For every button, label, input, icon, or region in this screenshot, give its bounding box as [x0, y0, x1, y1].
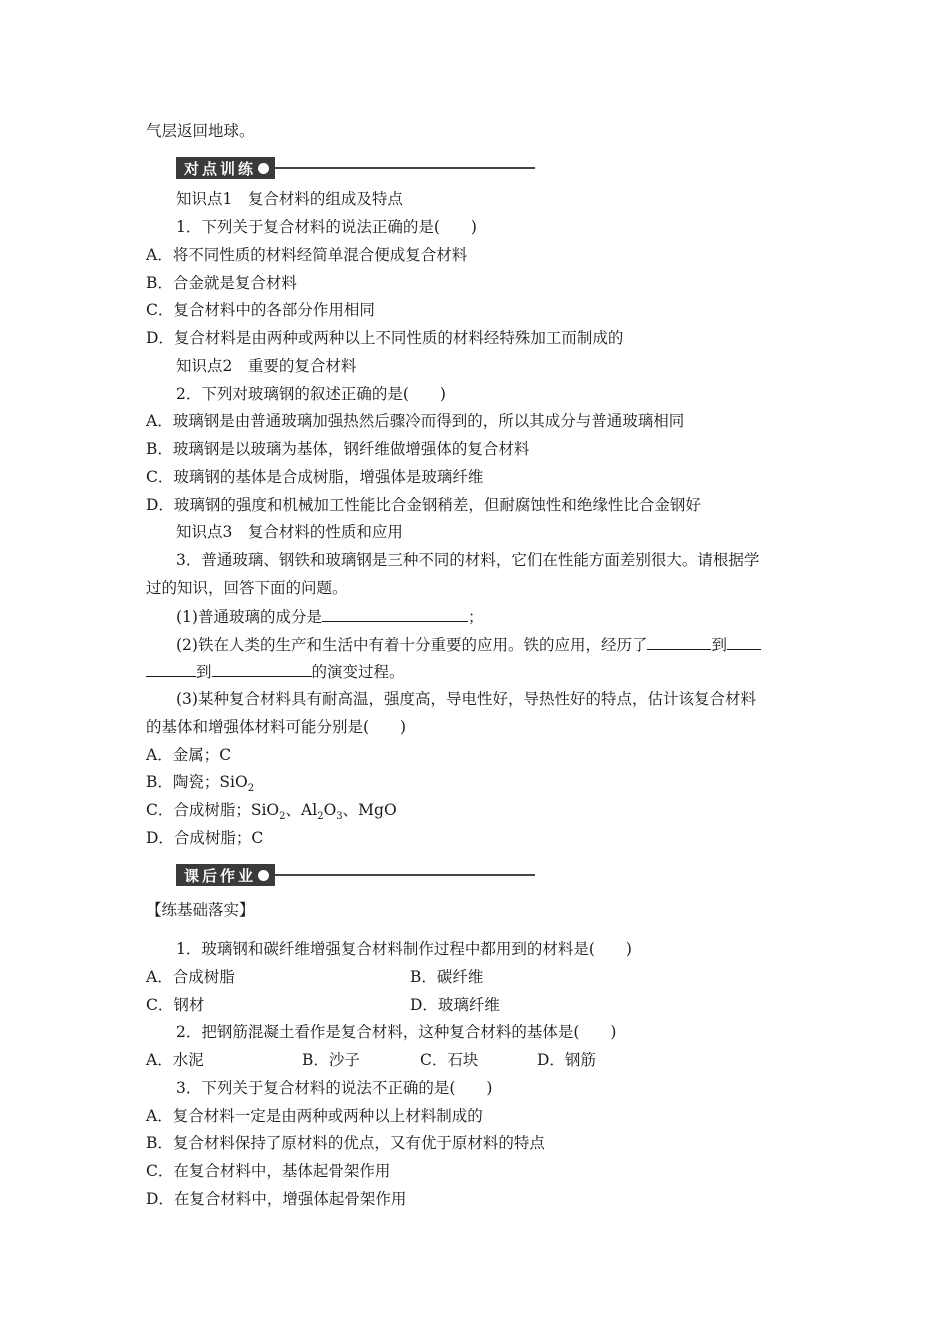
- homework-3-option-b: B．复合材料保持了原材料的优点，又有优于原材料的特点: [146, 1134, 545, 1152]
- question-1-option-a: A．将不同性质的材料经简单混合便成复合材料: [146, 246, 468, 264]
- practice-heading: 【练基础落实】: [146, 901, 255, 919]
- option-c-text: 、MgO: [342, 801, 397, 819]
- question-3-part-3-line1: (3)某种复合材料具有耐高温，强度高，导电性好，导热性好的特点，估计该复合材料: [176, 690, 756, 708]
- knowledge-point-2: 知识点2 重要的复合材料: [176, 357, 357, 375]
- part-2-to: 到: [196, 663, 212, 681]
- knowledge-point-1: 知识点1 复合材料的组成及特点: [176, 190, 403, 208]
- subscript: 2: [317, 811, 324, 823]
- part-2-end: 的演变过程。: [311, 663, 405, 681]
- intro-tail-text: 气层返回地球。: [146, 122, 255, 140]
- question-3-part-2-line2: [146, 661, 405, 682]
- section-title: 对点训练: [184, 159, 257, 178]
- section-banner-practice: [176, 157, 535, 179]
- question-3-option-a: A．金属；C: [146, 746, 232, 764]
- option-c-text: C．合成树脂；SiO: [146, 801, 280, 819]
- subscript: 2: [279, 811, 286, 823]
- section-title-box: [176, 864, 275, 886]
- question-3-option-d: D．合成树脂；C: [146, 829, 264, 847]
- homework-1-option-b: B．碳纤维: [410, 968, 484, 986]
- question-1-stem: 1．下列关于复合材料的说法正确的是( ): [176, 218, 477, 236]
- section-title-box: [176, 157, 275, 179]
- section-rule: [275, 874, 535, 876]
- option-b-text: B．陶瓷；SiO: [146, 773, 248, 791]
- homework-3-option-c: C．在复合材料中，基体起骨架作用: [146, 1162, 391, 1180]
- section-rule: [275, 167, 535, 169]
- question-3-stem-line1: 3．普通玻璃、钢铁和玻璃钢是三种不同的材料，它们在性能方面差别很大。请根据学: [176, 551, 760, 569]
- answer-blank[interactable]: [727, 634, 761, 650]
- question-2-option-c: C．玻璃钢的基体是合成树脂，增强体是玻璃纤维: [146, 468, 484, 486]
- part-1-text: (1)普通玻璃的成分是: [176, 608, 322, 626]
- question-2-option-b: B．玻璃钢是以玻璃为基体，钢纤维做增强体的复合材料: [146, 440, 530, 458]
- question-2-option-a: A．玻璃钢是由普通玻璃加强热然后骤冷而得到的，所以其成分与普通玻璃相同: [146, 412, 685, 430]
- answer-blank[interactable]: [146, 661, 196, 677]
- question-1-option-d: D．复合材料是由两种或两种以上不同性质的材料经特殊加工而制成的: [146, 329, 624, 347]
- homework-2-option-a: A．水泥: [146, 1051, 204, 1069]
- bullet-dot-icon: [258, 870, 269, 881]
- part-2-text: (2)铁在人类的生产和生活中有着十分重要的应用。铁的应用，经历了: [176, 636, 648, 654]
- homework-3-option-d: D．在复合材料中，增强体起骨架作用: [146, 1190, 407, 1208]
- homework-3-option-a: A．复合材料一定是由两种或两种以上材料制成的: [146, 1107, 483, 1125]
- knowledge-point-3: 知识点3 复合材料的性质和应用: [176, 523, 403, 541]
- homework-1-stem: 1．玻璃钢和碳纤维增强复合材料制作过程中都用到的材料是( ): [176, 940, 632, 958]
- answer-blank[interactable]: [212, 661, 312, 677]
- option-c-text: 、Al: [285, 801, 318, 819]
- homework-1-option-c: C．钢材: [146, 996, 205, 1014]
- question-3-part-2-line1: [176, 634, 761, 655]
- question-3-part-1: [176, 606, 483, 627]
- question-1-option-b: B．合金就是复合材料: [146, 274, 297, 292]
- question-1-option-c: C．复合材料中的各部分作用相同: [146, 301, 375, 319]
- section-title: 课后作业: [184, 866, 257, 885]
- question-3-option-b: [146, 772, 254, 799]
- homework-1-option-d: D．玻璃纤维: [410, 996, 500, 1014]
- question-3-option-c: [146, 800, 397, 827]
- homework-3-stem: 3．下列关于复合材料的说法不正确的是( ): [176, 1079, 493, 1097]
- question-2-stem: 2．下列对玻璃钢的叙述正确的是( ): [176, 385, 446, 403]
- question-3-part-3-line2: 的基体和增强体材料可能分别是( ): [146, 718, 407, 736]
- option-c-text: O: [323, 801, 337, 819]
- bullet-dot-icon: [258, 163, 269, 174]
- part-1-end: ；: [467, 608, 484, 626]
- section-banner-homework: [176, 864, 535, 886]
- subscript: 3: [336, 811, 343, 823]
- homework-2-option-b: B．沙子: [302, 1051, 360, 1069]
- homework-1-option-a: A．合成树脂: [146, 968, 235, 986]
- answer-blank[interactable]: [322, 606, 468, 622]
- part-2-to: 到: [711, 636, 727, 654]
- subscript: 2: [247, 783, 255, 795]
- question-3-stem-line2: 过的知识，回答下面的问题。: [146, 579, 348, 597]
- answer-blank[interactable]: [647, 634, 711, 650]
- question-2-option-d: D．玻璃钢的强度和机械加工性能比合金钢稍差，但耐腐蚀性和绝缘性比合金钢好: [146, 496, 701, 514]
- homework-2-option-c: C．石块: [420, 1051, 479, 1069]
- homework-2-option-d: D．钢筋: [537, 1051, 596, 1069]
- homework-2-stem: 2．把钢筋混凝土看作是复合材料，这种复合材料的基体是( ): [176, 1023, 617, 1041]
